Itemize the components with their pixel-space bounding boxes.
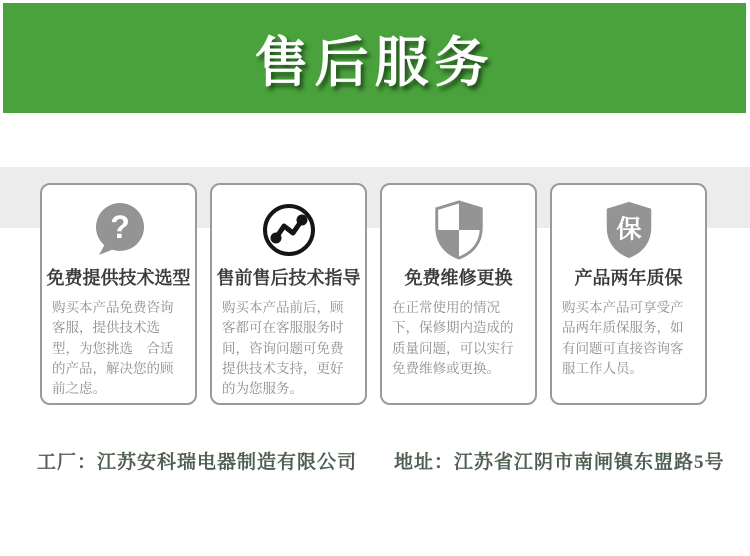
card-body: 在正常使用的情况下，保修期内造成的质量问题，可以实行免费维修或更换。 bbox=[392, 300, 514, 376]
question-bubble-icon bbox=[90, 201, 148, 259]
card-body: 购买本产品可享受产品两年质保服务，如有问题可直接咨询客服工作人员。 bbox=[562, 300, 684, 376]
card-title: 售前售后技术指导 bbox=[216, 268, 361, 288]
footer bbox=[0, 447, 750, 475]
card-title: 免费维修更换 bbox=[404, 268, 513, 288]
card-tech-guidance bbox=[210, 183, 367, 405]
address-label: 地址：江苏省江阴市南闸镇东盟路5号 bbox=[394, 452, 725, 473]
card-body: 购买本产品免费咨询客服，提供技术选型，为您挑选 合适的产品，解决您的顾前之虑。 bbox=[52, 300, 174, 396]
warranty-shield-icon bbox=[600, 201, 658, 259]
factory-label: 工厂：江苏安科瑞电器制造有限公司 bbox=[37, 452, 358, 473]
svg-text:?: ? bbox=[109, 209, 130, 245]
card-title: 产品两年质保 bbox=[574, 268, 683, 288]
card-two-year-warranty bbox=[550, 183, 707, 405]
warranty-badge-char: 保 bbox=[615, 215, 642, 244]
card-body: 购买本产品前后，顾客都可在客服服务时间，咨询问题可免费提供技术支持，更好的为您服务。 bbox=[222, 300, 344, 396]
page-title: 售后服务 bbox=[254, 32, 495, 93]
checkered-shield-icon bbox=[430, 201, 488, 259]
header-banner bbox=[3, 3, 746, 113]
card-free-tech-selection bbox=[40, 183, 197, 405]
card-title: 免费提供技术选型 bbox=[46, 268, 191, 288]
card-free-repair bbox=[380, 183, 537, 405]
service-cards-row bbox=[40, 183, 710, 405]
trend-line-icon bbox=[260, 201, 318, 259]
